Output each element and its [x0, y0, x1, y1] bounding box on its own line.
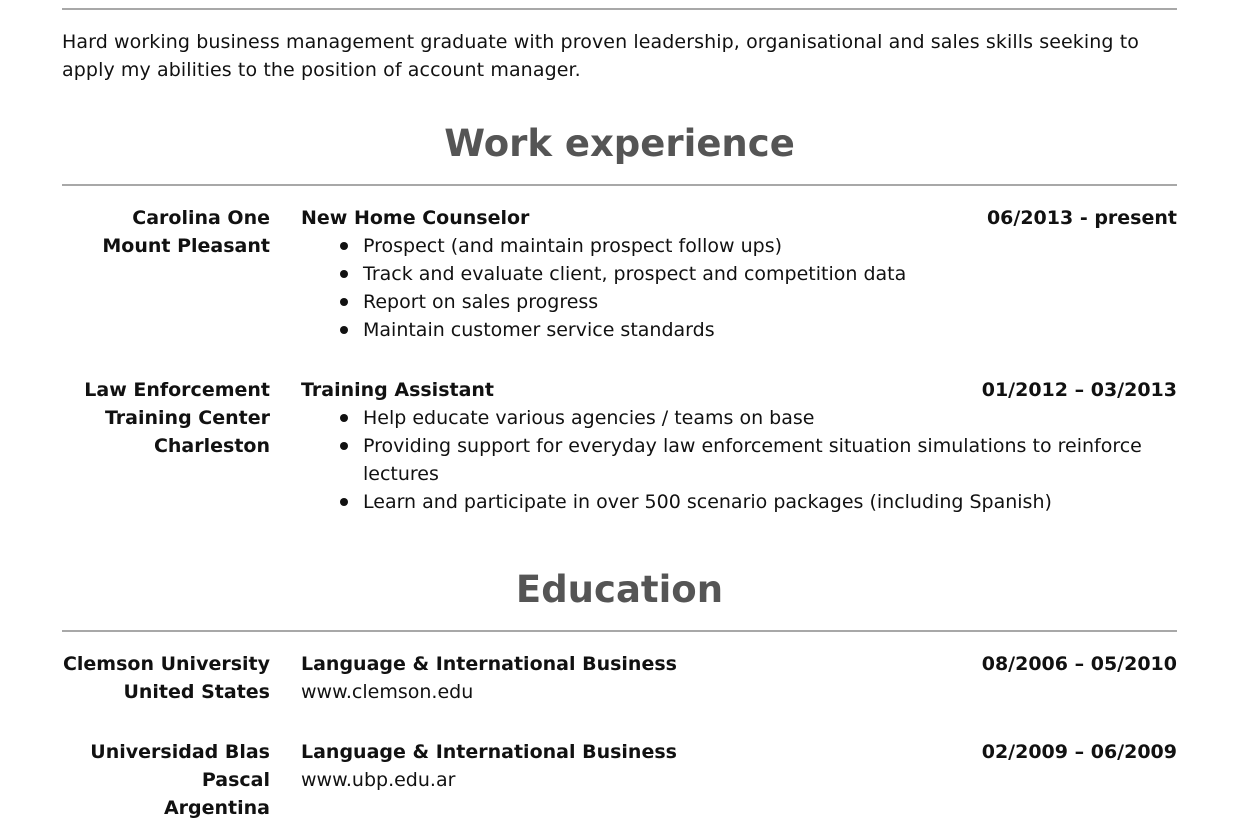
employer	[62, 376, 270, 460]
employer	[62, 204, 270, 260]
resume-page	[62, 0, 1177, 822]
job-dates: 06/2013 - present	[986, 207, 1177, 229]
school	[62, 650, 270, 706]
list-item: Learn and participate in over 500 scenario packages (including Spanish)	[363, 488, 1177, 516]
school-line: United States	[123, 681, 270, 703]
program-name: Language & International Business	[301, 653, 677, 675]
list-item: Maintain customer service standards	[363, 316, 1177, 344]
education-details	[301, 738, 1177, 794]
education-title-row	[301, 738, 1177, 766]
work-entry	[62, 204, 1177, 344]
school-line: Pascal	[201, 769, 270, 791]
employer-line: Carolina One	[132, 207, 270, 229]
job-dates: 01/2012 – 03/2013	[981, 379, 1177, 401]
school-line: Clemson University	[62, 653, 270, 675]
education-dates: 02/2009 – 06/2009	[981, 741, 1177, 763]
job-title: Training Assistant	[301, 379, 495, 401]
employer-line: Law Enforcement	[84, 379, 270, 401]
school-line: Argentina	[163, 797, 270, 819]
responsibilities-list	[301, 232, 1177, 344]
list-item: Providing support for everyday law enforcement situation simulations to reinforce lectures	[363, 432, 1177, 488]
work-experience-heading: Work experience	[444, 122, 795, 165]
employer-line: Charleston	[153, 435, 270, 457]
employer-line: Mount Pleasant	[102, 235, 270, 257]
education-entry	[62, 738, 1177, 822]
education-list	[62, 650, 1177, 822]
list-item: Help educate various agencies / teams on base	[363, 404, 1177, 432]
list-item: Prospect (and maintain prospect follow ups)	[363, 232, 1177, 260]
education-entry	[62, 650, 1177, 706]
school	[62, 738, 270, 822]
school-website: www.clemson.edu	[301, 681, 474, 703]
education-title-row	[301, 650, 1177, 678]
education-heading: Education	[515, 568, 724, 611]
summary-text: Hard working business management graduate with proven leadership, organisational and sales skills seeking to apply my abilities to the position of account manager.	[62, 31, 1139, 81]
list-item: Report on sales progress	[363, 288, 1177, 316]
responsibilities-list	[301, 404, 1177, 516]
top-divider	[62, 8, 1177, 10]
education-details	[301, 650, 1177, 706]
list-item: Track and evaluate client, prospect and competition data	[363, 260, 1177, 288]
work-experience-divider	[62, 184, 1177, 186]
job-title: New Home Counselor	[301, 207, 530, 229]
work-title-row	[301, 204, 1177, 232]
school-website: www.ubp.edu.ar	[301, 769, 456, 791]
school-line: Universidad Blas	[90, 741, 270, 763]
work-details	[301, 376, 1177, 516]
work-experience-list	[62, 204, 1177, 516]
work-title-row	[301, 376, 1177, 404]
education-divider	[62, 630, 1177, 632]
employer-line: Training Center	[104, 407, 270, 429]
education-dates: 08/2006 – 05/2010	[981, 653, 1177, 675]
program-name: Language & International Business	[301, 741, 677, 763]
work-entry	[62, 376, 1177, 516]
work-details	[301, 204, 1177, 344]
